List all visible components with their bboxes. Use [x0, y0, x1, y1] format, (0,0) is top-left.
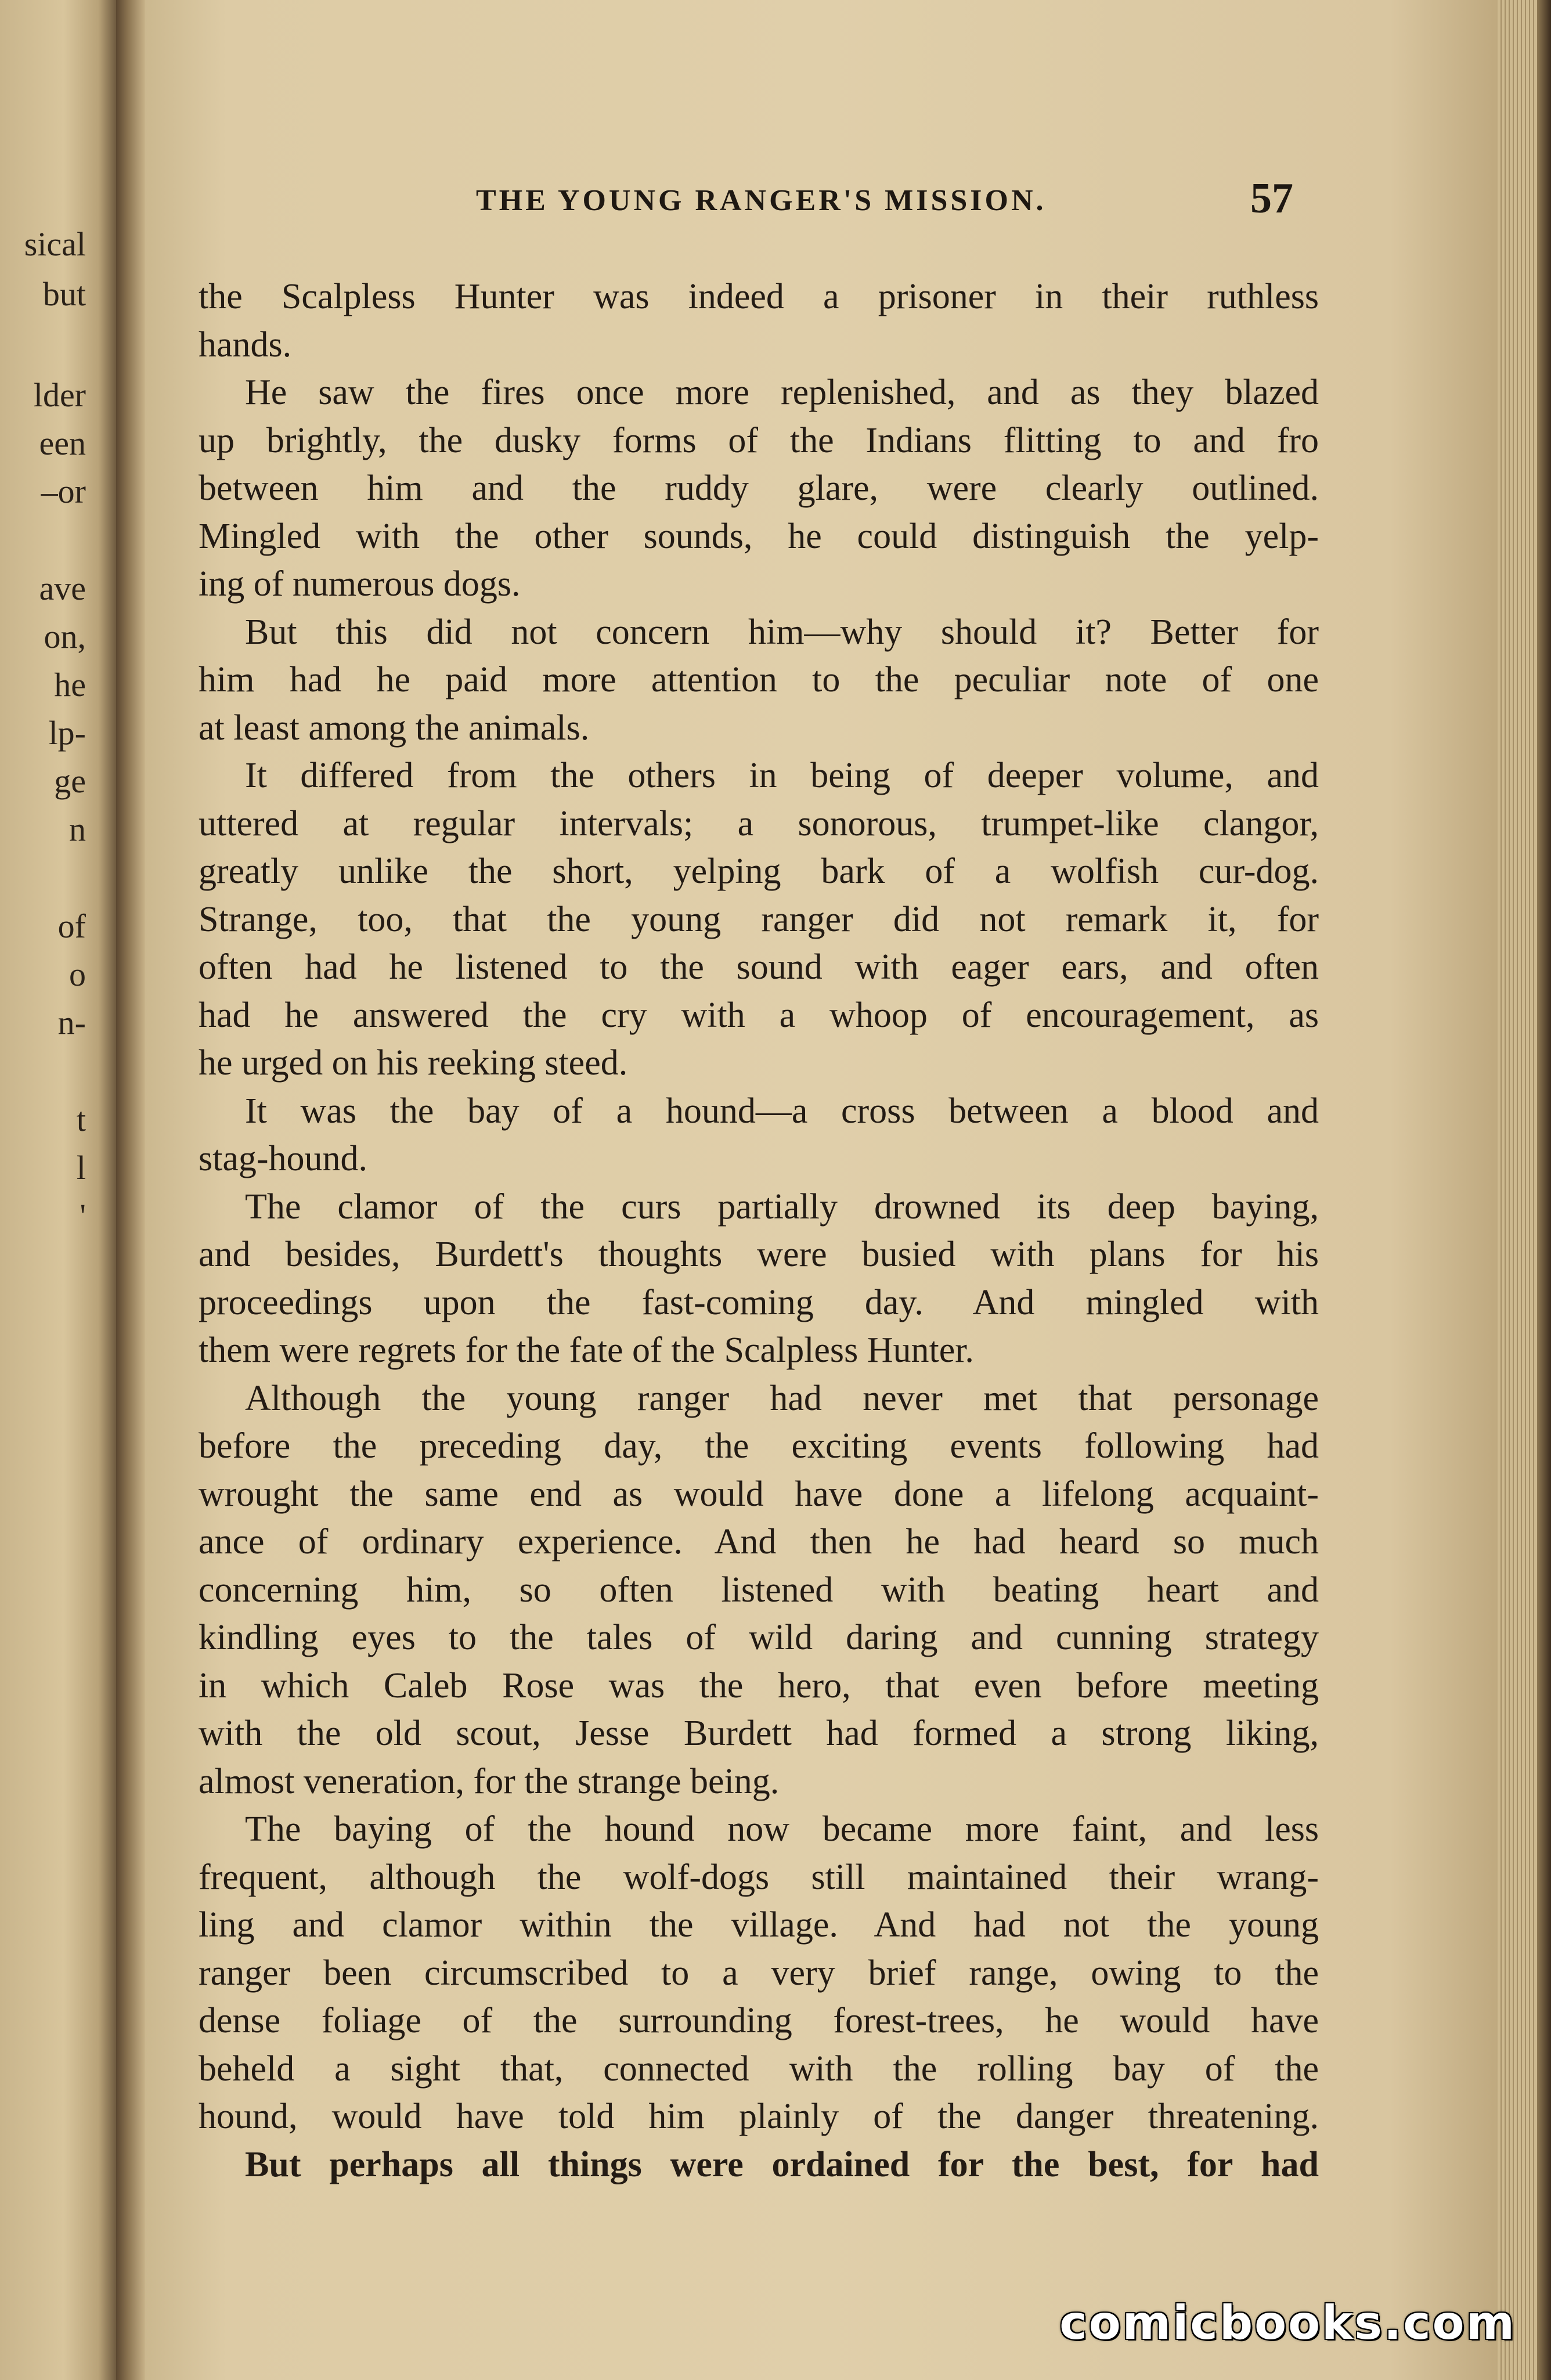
body-text: [199, 273, 1319, 2188]
text-line: almost veneration, for the strange being.: [199, 1761, 780, 1801]
text-line: ance of ordinary experience. And then he had heard so much: [199, 1522, 1319, 1562]
text-line: kindling eyes to the tales of wild daring and cunning strategy: [199, 1618, 1319, 1657]
text-line: ranger been circumscribed to a very brief range, owing to the: [199, 1953, 1319, 1993]
page-number: 57: [1250, 175, 1293, 222]
left-facing-page: [0, 0, 116, 2380]
left-page-fragment: ave: [39, 569, 86, 607]
text-line: greatly unlike the short, yelping bark of a wolfish cur-dog.: [199, 852, 1319, 891]
left-page-fragment: sical: [24, 225, 86, 263]
text-line: The baying of the hound now became more faint, and less: [245, 1809, 1319, 1849]
text-line: uttered at regular intervals; a sonorous, trumpet-like clangor,: [199, 803, 1319, 843]
text-line: up brightly, the dusky forms of the Indians flitting to and fro: [199, 420, 1319, 460]
text-line: But perhaps all things were ordained for the best, for had: [245, 2144, 1319, 2184]
text-line: the Scalpless Hunter was indeed a prisoner in their ruthless: [199, 277, 1319, 316]
text-line: The clamor of the curs partially drowned its deep baying,: [245, 1187, 1319, 1227]
text-line: between him and the ruddy glare, were clearly outlined.: [199, 468, 1319, 508]
text-line: ling and clamor within the village. And had not the young: [199, 1905, 1319, 1945]
text-line: But this did not concern him—why should it? Better for: [245, 612, 1319, 652]
text-line: in which Caleb Rose was the hero, that even before meeting: [199, 1665, 1319, 1705]
page-edges: [1498, 0, 1551, 2380]
text-line: concerning him, so often listened with beating heart and: [199, 1570, 1319, 1610]
left-page-fragment: of: [57, 907, 86, 945]
site-watermark: comicbooks.com: [1059, 2296, 1516, 2350]
text-line: hound, would have told him plainly of the danger threatening.: [199, 2097, 1319, 2136]
text-line: and besides, Burdett's thoughts were busied with plans for his: [199, 1235, 1319, 1274]
text-line: ing of numerous dogs.: [199, 564, 521, 604]
left-page-fragment: ': [80, 1197, 86, 1235]
left-page-fragment: t: [76, 1101, 86, 1138]
text-line: It was the bay of a hound—a cross between a blood and: [245, 1091, 1319, 1131]
left-page-fragment: n: [69, 810, 86, 848]
left-page-fragment: o: [69, 955, 86, 993]
text-line: proceedings upon the fast-coming day. And mingled with: [199, 1282, 1319, 1322]
text-line: often had he listened to the sound with eager ears, and often: [199, 947, 1319, 987]
text-line: with the old scout, Jesse Burdett had formed a strong liking,: [199, 1714, 1319, 1753]
text-line: before the preceding day, the exciting events following had: [199, 1426, 1319, 1466]
text-line: Strange, too, that the young ranger did not remark it, for: [199, 899, 1319, 939]
text-line: dense foliage of the surrounding forest-trees, he would have: [199, 2001, 1319, 2040]
text-line: at least among the animals.: [199, 708, 590, 748]
left-page-fragment: l: [76, 1149, 86, 1187]
left-page-fragment: but: [42, 275, 86, 313]
text-line: It differed from the others in being of deeper volume, and: [245, 756, 1319, 795]
text-line: frequent, although the wolf-dogs still maintained their wrang-: [199, 1857, 1319, 1897]
left-page-fragment: n-: [57, 1004, 86, 1041]
left-page-fragment: –or: [41, 473, 86, 510]
text-line: hands.: [199, 324, 292, 365]
text-line: Although the young ranger had never met that personage: [245, 1378, 1319, 1418]
left-page-fragment: lder: [33, 376, 86, 414]
left-page-fragment: on,: [44, 618, 86, 655]
text-line: had he answered the cry with a whoop of encouragement, as: [199, 995, 1319, 1035]
book-gutter: [116, 0, 145, 2380]
text-line: beheld a sight that, connected with the rolling bay of the: [199, 2049, 1319, 2089]
text-line: he urged on his reeking steed.: [199, 1043, 628, 1083]
text-line: Mingled with the other sounds, he could distinguish the yelp-: [199, 516, 1319, 556]
text-line: wrought the same end as would have done a lifelong acquaint-: [199, 1474, 1319, 1514]
left-page-fragment: he: [54, 666, 86, 704]
text-line: them were regrets for the fate of the Scalpless Hunter.: [199, 1330, 974, 1370]
left-page-fragment: ge: [54, 762, 86, 800]
text-line: stag-hound.: [199, 1139, 368, 1178]
running-header: THE YOUNG RANGER'S MISSION.: [476, 184, 1047, 217]
text-line: He saw the fires once more replenished, and as they blazed: [245, 373, 1319, 412]
left-page-fragment: een: [39, 424, 86, 462]
text-line: him had he paid more attention to the peculiar note of one: [199, 660, 1319, 699]
left-page-fragment: lp-: [48, 714, 86, 752]
